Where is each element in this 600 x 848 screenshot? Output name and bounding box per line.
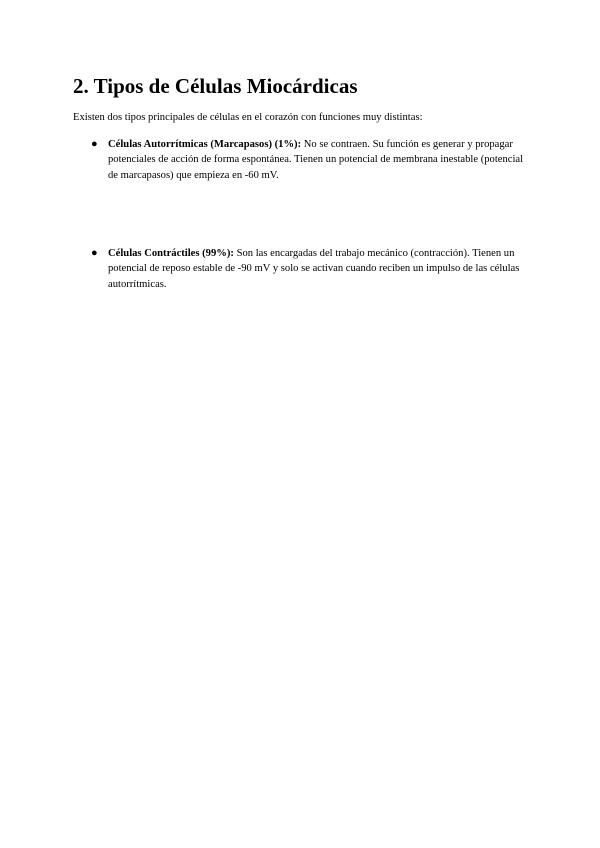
bullet-icon: ● — [91, 138, 98, 150]
section-heading: 2. Tipos de Células Miocárdicas — [73, 74, 358, 98]
list-item-contractile — [91, 246, 528, 292]
bullet-icon: ● — [91, 247, 98, 259]
bullet-text: No se contraen. Su función es generar y propagar potenciales de acción de forma espontánea. Tienen un potencial de membrana inestable (potencial de marcapasos) que empieza en -60 mV. — [108, 139, 524, 181]
bullet-term: Células Autorrítmicas (Marcapasos) (1%): — [108, 139, 302, 150]
bullet-text: Son las encargadas del trabajo mecánico (contracción). Tienen un potencial de reposo estable de -90 mV y solo se activan cuando reciben un impulso de las células autorrítmicas. — [108, 248, 520, 290]
bullet-term: Células Contráctiles (99%): — [108, 248, 234, 259]
intro-paragraph: Existen dos tipos principales de células en el corazón con funciones muy distintas: — [73, 112, 423, 123]
list-item-autorhythmic — [91, 137, 528, 183]
